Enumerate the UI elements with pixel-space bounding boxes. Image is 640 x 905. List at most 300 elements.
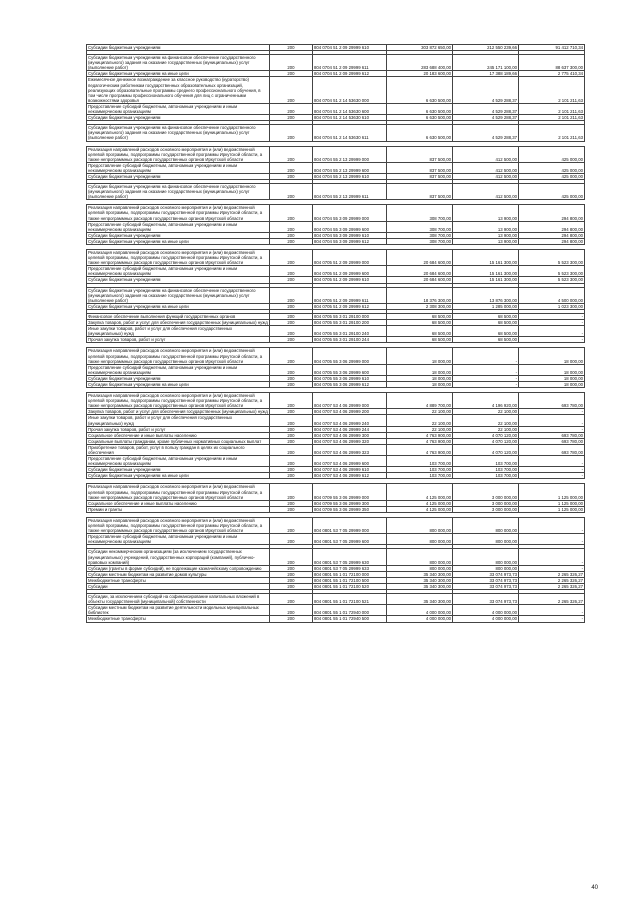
table-row [87, 320, 585, 326]
cell-unexecuted-amount: - [519, 409, 585, 415]
cell-classification-code: 804 0704 51 2 09 29999 612 [313, 71, 387, 77]
cell-department: 200 [270, 415, 313, 426]
cell-unexecuted-amount: 425 000,00 [519, 162, 585, 173]
cell-classification-code: 804 0801 55 1 01 72940 000 [313, 605, 387, 616]
cell-classification-code: 804 0705 55 3 06 29999 612 [313, 381, 387, 387]
cell-approved-amount: 20 684 600,00 [387, 277, 453, 283]
table-row [87, 55, 585, 71]
cell-executed-amount: 412 500,00 [453, 162, 519, 173]
cell-approved-amount: 68 500,00 [387, 320, 453, 326]
cell-classification-code: 804 0705 55 3 06 29999 600 [313, 364, 387, 375]
cell-classification-code: 804 0709 55 3 06 29999 300 [313, 500, 387, 506]
cell-executed-amount: 4 196 920,00 [453, 393, 519, 409]
cell-classification-code: 804 0705 51 2 09 29999 612 [313, 303, 387, 309]
cell-department: 200 [270, 426, 313, 432]
cell-name: Иные закупки товаров, работ и услуг для обеспечения государственных (муниципальных) нужд [87, 326, 270, 337]
cell-classification-code: 804 0704 51 2 09 29999 611 [313, 55, 387, 71]
cell-department: 200 [270, 77, 313, 103]
table-row [87, 393, 585, 409]
cell-classification-code: 804 0705 51 2 09 29999 600 [313, 266, 387, 277]
cell-classification-code: 804 0704 55 2 13 29999 610 [313, 173, 387, 179]
cell-approved-amount: 4 000 000,00 [387, 616, 453, 622]
cell-classification-code: 804 0801 55 1 01 72100 521 [313, 594, 387, 605]
cell-unexecuted-amount: 425 000,00 [519, 173, 585, 179]
cell-unexecuted-amount: 4 500 000,00 [519, 287, 585, 303]
cell-classification-code: 804 0705 55 3 01 29100 240 [313, 326, 387, 337]
table-row [87, 125, 585, 141]
cell-unexecuted-amount: - [519, 320, 585, 326]
cell-department: 200 [270, 375, 313, 381]
cell-unexecuted-amount: 88 637 300,00 [519, 55, 585, 71]
cell-name: Субсидии бюджетным учреждениям на финансовое обеспечение государственного (муниципального) задания на оказание государственных (муниципальных) услуг (выполнение работ) [87, 287, 270, 303]
cell-classification-code: 804 0707 53 4 06 29999 323 [313, 444, 387, 455]
table-row [87, 473, 585, 479]
cell-approved-amount: 308 700,00 [387, 238, 453, 244]
cell-executed-amount: 15 161 300,00 [453, 266, 519, 277]
cell-classification-code: 804 0705 55 3 01 29100 200 [313, 320, 387, 326]
cell-name: Межбюджетные трансферты [87, 577, 270, 583]
cell-unexecuted-amount: 2 101 211,63 [519, 77, 585, 103]
cell-department: 200 [270, 456, 313, 467]
cell-classification-code: 804 0705 55 3 06 29999 610 [313, 375, 387, 381]
cell-classification-code: 804 0704 51 2 14 53630 600 [313, 103, 387, 114]
cell-unexecuted-amount: 425 000,00 [519, 184, 585, 200]
cell-classification-code: 804 0707 53 4 06 29999 240 [313, 415, 387, 426]
cell-name: Субсидии бюджетным учреждениям [87, 467, 270, 473]
cell-department: 200 [270, 438, 313, 444]
cell-approved-amount: 283 688 400,00 [387, 55, 453, 71]
table-row [87, 266, 585, 277]
cell-name: Приобретение товаров, работ, услуг в пользу граждан в целях их социального обеспечения [87, 444, 270, 455]
cell-approved-amount: 35 340 300,00 [387, 577, 453, 583]
cell-department: 200 [270, 565, 313, 571]
cell-department: 200 [270, 115, 313, 121]
cell-executed-amount: 4 070 120,00 [453, 444, 519, 455]
cell-name: Субсидии бюджетным учреждениям на иные цели [87, 71, 270, 77]
cell-name: Межбюджетные трансферты [87, 616, 270, 622]
table-row [87, 337, 585, 343]
cell-department: 200 [270, 534, 313, 545]
cell-executed-amount: 13 900,00 [453, 205, 519, 221]
cell-unexecuted-amount: 5 523 300,00 [519, 250, 585, 266]
cell-approved-amount: 103 700,00 [387, 467, 453, 473]
cell-approved-amount: 837 500,00 [387, 162, 453, 173]
cell-name: Субсидии бюджетным учреждениям [87, 115, 270, 121]
cell-approved-amount: 2 308 300,00 [387, 303, 453, 309]
cell-classification-code: 804 0705 51 2 09 29999 611 [313, 287, 387, 303]
cell-approved-amount: 303 872 650,00 [387, 45, 453, 51]
table-row [87, 146, 585, 162]
cell-executed-amount: 103 700,00 [453, 456, 519, 467]
cell-approved-amount: 837 500,00 [387, 184, 453, 200]
cell-unexecuted-amount: - [519, 616, 585, 622]
cell-classification-code: 804 0801 55 1 01 72100 520 [313, 583, 387, 589]
cell-name: Субсидии (гранты в форме субсидий), не подлежащие казначейскому сопровождению [87, 565, 270, 571]
cell-department: 200 [270, 444, 313, 455]
cell-name: Прочая закупка товаров, работ и услуг [87, 426, 270, 432]
cell-name: Субсидии бюджетным учреждениям на иные цели [87, 238, 270, 244]
cell-unexecuted-amount: 2 265 326,27 [519, 577, 585, 583]
cell-name: Субсидии бюджетным учреждениям [87, 375, 270, 381]
cell-department: 200 [270, 506, 313, 512]
cell-unexecuted-amount: - [519, 473, 585, 479]
table-row [87, 364, 585, 375]
cell-approved-amount: 20 684 600,00 [387, 250, 453, 266]
table-row [87, 616, 585, 622]
budget-table-container [86, 44, 584, 623]
cell-executed-amount: 22 100,00 [453, 409, 519, 415]
table-row [87, 348, 585, 364]
table-row [87, 250, 585, 266]
table-row [87, 409, 585, 415]
cell-department: 200 [270, 473, 313, 479]
table-row [87, 444, 585, 455]
cell-executed-amount: 412 500,00 [453, 173, 519, 179]
cell-classification-code: 804 0704 55 3 09 29999 610 [313, 232, 387, 238]
cell-executed-amount: 245 171 100,00 [453, 55, 519, 71]
cell-department: 200 [270, 313, 313, 319]
cell-name: Субсидии бюджетным учреждениям на иные цели [87, 303, 270, 309]
cell-approved-amount: 4 125 000,00 [387, 500, 453, 506]
cell-unexecuted-amount: 2 265 326,27 [519, 594, 585, 605]
cell-classification-code: 804 0704 55 2 13 29999 600 [313, 162, 387, 173]
table-row [87, 549, 585, 565]
cell-executed-amount: 4 070 120,00 [453, 438, 519, 444]
cell-unexecuted-amount: - [519, 565, 585, 571]
cell-executed-amount: 103 700,00 [453, 473, 519, 479]
cell-unexecuted-amount: 2 265 326,27 [519, 583, 585, 589]
cell-executed-amount: 412 500,00 [453, 146, 519, 162]
cell-department: 200 [270, 205, 313, 221]
cell-department: 200 [270, 184, 313, 200]
cell-approved-amount: 800 000,00 [387, 534, 453, 545]
cell-classification-code: 804 0707 53 4 06 29999 600 [313, 456, 387, 467]
cell-classification-code: 804 0801 55 1 01 72940 500 [313, 616, 387, 622]
cell-department: 200 [270, 238, 313, 244]
cell-executed-amount: 3 000 000,00 [453, 484, 519, 500]
cell-approved-amount: 18 000,00 [387, 381, 453, 387]
cell-unexecuted-amount: 2 101 211,63 [519, 125, 585, 141]
cell-classification-code: 804 0707 53 4 06 29999 200 [313, 409, 387, 415]
table-row [87, 162, 585, 173]
cell-executed-amount: 68 500,00 [453, 326, 519, 337]
cell-executed-amount: 4 529 288,37 [453, 115, 519, 121]
cell-unexecuted-amount: 693 780,00 [519, 438, 585, 444]
cell-approved-amount: 35 340 300,00 [387, 583, 453, 589]
cell-department: 200 [270, 605, 313, 616]
cell-name: Закупка товаров, работ и услуг для обеспечения государственных (муниципальных) нужд [88, 409, 268, 415]
cell-approved-amount: 68 500,00 [387, 326, 453, 337]
cell-unexecuted-amount: 425 000,00 [519, 146, 585, 162]
cell-department: 200 [270, 250, 313, 266]
cell-unexecuted-amount: 18 000,00 [519, 375, 585, 381]
cell-approved-amount: 22 100,00 [387, 409, 453, 415]
table-row [87, 415, 585, 426]
cell-unexecuted-amount: 18 000,00 [519, 381, 585, 387]
cell-department: 200 [270, 125, 313, 141]
cell-classification-code: 804 0704 55 3 09 29999 600 [313, 221, 387, 232]
table-row [87, 103, 585, 114]
cell-approved-amount: 68 500,00 [387, 337, 453, 343]
cell-executed-amount: 33 074 973,73 [453, 571, 519, 577]
cell-executed-amount: 412 500,00 [453, 184, 519, 200]
cell-name: Субсидии, за исключением субсидий на софинансирование капитальных вложений в объекты государственной (муниципальной) собственности [87, 594, 270, 605]
cell-unexecuted-amount: 1 125 000,00 [519, 506, 585, 512]
cell-executed-amount: 22 100,00 [453, 426, 519, 432]
cell-unexecuted-amount: 1 023 300,00 [519, 303, 585, 309]
cell-executed-amount: 4 000 000,00 [453, 616, 519, 622]
cell-executed-amount: 3 000 000,00 [453, 506, 519, 512]
cell-unexecuted-amount: 2 775 410,34 [519, 71, 585, 77]
cell-approved-amount: 22 100,00 [387, 415, 453, 426]
cell-name: Финансовое обеспечение выполнения функций государственных органов [87, 313, 270, 319]
cell-unexecuted-amount: 294 800,00 [519, 238, 585, 244]
cell-approved-amount: 4 763 900,00 [387, 438, 453, 444]
cell-department: 200 [270, 146, 313, 162]
cell-executed-amount: 4 529 288,37 [453, 103, 519, 114]
table-row [87, 500, 585, 506]
cell-department: 200 [270, 381, 313, 387]
cell-department: 200 [270, 393, 313, 409]
cell-name: Субсидии местным бюджетам на развитие деятельности модельных муниципальных библиотек [87, 605, 270, 616]
table-row [87, 326, 585, 337]
cell-name: Социальные выплаты гражданам, кроме публичных нормативных социальных выплат [87, 438, 270, 444]
cell-unexecuted-amount: - [519, 534, 585, 545]
cell-classification-code: 804 0704 51 2 09 29999 610 [313, 45, 387, 51]
cell-approved-amount: 6 630 500,00 [387, 77, 453, 103]
cell-classification-code: 804 0709 55 3 06 29999 350 [313, 506, 387, 512]
cell-executed-amount: 15 161 300,00 [453, 250, 519, 266]
table-row [87, 565, 585, 571]
cell-unexecuted-amount: - [519, 549, 585, 565]
table-row [87, 221, 585, 232]
cell-classification-code: 804 0705 55 3 06 29999 000 [313, 348, 387, 364]
cell-approved-amount: 800 000,00 [387, 549, 453, 565]
cell-name: Предоставление субсидий бюджетным, автономным учреждениям и иным некоммерческим организациям [87, 162, 270, 173]
cell-unexecuted-amount: 5 523 300,00 [519, 277, 585, 283]
table-row [87, 594, 585, 605]
page-number: 40 [591, 885, 598, 891]
cell-unexecuted-amount: - [519, 517, 585, 533]
cell-name: Социальное обеспечение и иные выплаты населению [87, 432, 270, 438]
cell-unexecuted-amount: 2 265 326,27 [519, 571, 585, 577]
cell-name: Субсидии бюджетным учреждениям [87, 45, 270, 51]
cell-executed-amount: - [453, 364, 519, 375]
cell-unexecuted-amount: - [519, 326, 585, 337]
cell-classification-code: 804 0705 51 2 09 29999 000 [313, 250, 387, 266]
cell-approved-amount: 4 000 000,00 [387, 605, 453, 616]
table-row [87, 438, 585, 444]
cell-name: Предоставление субсидий бюджетным, автономным учреждениям и иным некоммерческим организациям [87, 364, 270, 375]
cell-department: 200 [270, 303, 313, 309]
cell-unexecuted-amount: 294 800,00 [519, 205, 585, 221]
cell-executed-amount: 4 070 120,00 [453, 432, 519, 438]
table-row [87, 77, 585, 103]
cell-classification-code: 804 0704 55 3 09 29999 612 [313, 238, 387, 244]
cell-classification-code: 804 0704 51 2 14 53630 611 [313, 125, 387, 141]
cell-executed-amount: 13 900,00 [453, 238, 519, 244]
cell-executed-amount: 13 900,00 [453, 221, 519, 232]
cell-approved-amount: 103 700,00 [387, 473, 453, 479]
cell-name: Премии и гранты [87, 506, 270, 512]
cell-department: 200 [270, 571, 313, 577]
cell-department: 200 [270, 409, 313, 415]
cell-approved-amount: 6 630 500,00 [387, 125, 453, 141]
table-row [87, 303, 585, 309]
cell-department: 200 [270, 616, 313, 622]
cell-approved-amount: 35 340 300,00 [387, 571, 453, 577]
cell-department: 200 [270, 232, 313, 238]
cell-executed-amount: 17 388 189,66 [453, 71, 519, 77]
cell-classification-code: 804 0801 55 1 01 72100 000 [313, 571, 387, 577]
cell-classification-code: 804 0704 55 2 13 29999 000 [313, 146, 387, 162]
cell-approved-amount: 18 376 300,00 [387, 287, 453, 303]
cell-department: 200 [270, 162, 313, 173]
cell-approved-amount: 18 000,00 [387, 375, 453, 381]
cell-department: 200 [270, 320, 313, 326]
cell-approved-amount: 6 630 500,00 [387, 115, 453, 121]
cell-department: 200 [270, 348, 313, 364]
cell-name: Предоставление субсидий бюджетным, автономным учреждениям и иным некоммерческим организациям [87, 103, 270, 114]
cell-name: Ежемесячное денежное вознаграждение за классное руководство (кураторство) педагогическим работникам государственных образовательных организаций, реализующих образовательные программы среднего профессионального обучения, в том числе программы профессионального обучения для лиц с ограниченными возможностями здоровья [87, 77, 270, 103]
cell-unexecuted-amount: - [519, 313, 585, 319]
cell-name: Субсидии бюджетным учреждениям на финансовое обеспечение государственного (муниципального) задания на оказание государственных (муниципальных) услуг (выполнение работ) [87, 184, 270, 200]
cell-executed-amount: 33 074 973,73 [453, 594, 519, 605]
cell-classification-code: 804 0704 51 2 14 53630 000 [313, 77, 387, 103]
cell-executed-amount: - [453, 381, 519, 387]
table-row [87, 534, 585, 545]
cell-classification-code: 804 0704 55 2 13 29999 611 [313, 184, 387, 200]
cell-department: 200 [270, 45, 313, 51]
cell-name: Реализация направлений расходов основного мероприятия и (или) ведомственной целевой программы, подпрограммы государственной программы Иркутской области, а также непрограммных расходов государственных органов Иркутской области [87, 205, 270, 221]
cell-classification-code: 804 0705 51 2 09 29999 610 [313, 277, 387, 283]
cell-name: Предоставление субсидий бюджетным, автономным учреждениям и иным некоммерческим организациям [87, 534, 270, 545]
cell-executed-amount: 4 529 288,37 [453, 77, 519, 103]
cell-department: 200 [270, 277, 313, 283]
cell-department: 200 [270, 549, 313, 565]
cell-name: Прочая закупка товаров, работ и услуг [87, 337, 270, 343]
cell-name: Субсидии бюджетным учреждениям на иные цели [87, 473, 270, 479]
cell-approved-amount: 308 700,00 [387, 221, 453, 232]
table-row [87, 456, 585, 467]
cell-approved-amount: 18 000,00 [387, 364, 453, 375]
table-row [87, 426, 585, 432]
cell-approved-amount: 18 000,00 [387, 348, 453, 364]
cell-unexecuted-amount: 2 101 211,63 [519, 103, 585, 114]
cell-name: Субсидии бюджетным учреждениям [87, 173, 270, 179]
cell-approved-amount: 35 340 300,00 [387, 594, 453, 605]
cell-name: Социальное обеспечение и иные выплаты населению [87, 500, 270, 506]
cell-executed-amount: 68 500,00 [453, 313, 519, 319]
cell-executed-amount: - [453, 375, 519, 381]
cell-approved-amount: 800 000,00 [387, 565, 453, 571]
cell-classification-code: 804 0801 53 7 05 29999 600 [313, 534, 387, 545]
cell-unexecuted-amount: 294 800,00 [519, 232, 585, 238]
cell-classification-code: 804 0704 55 3 09 29999 000 [313, 205, 387, 221]
cell-unexecuted-amount: - [519, 415, 585, 426]
table-row [87, 605, 585, 616]
cell-executed-amount: 4 000 000,00 [453, 605, 519, 616]
cell-executed-amount: 103 700,00 [453, 467, 519, 473]
cell-name: Субсидии бюджетным учреждениям на финансовое обеспечение государственного (муниципального) задания на оказание государственных (муниципальных) услуг (выполнение работ) [87, 55, 270, 71]
cell-name: Реализация направлений расходов основного мероприятия и (или) ведомственной целевой программы, подпрограммы государственной программы Иркутской области, а также непрограммных расходов государственных органов Иркутской области [87, 348, 270, 364]
cell-executed-amount: 4 529 288,37 [453, 125, 519, 141]
cell-name: Субсидии бюджетным учреждениям [87, 277, 270, 283]
cell-unexecuted-amount: 18 000,00 [519, 348, 585, 364]
cell-executed-amount: 22 100,00 [453, 415, 519, 426]
table-row [87, 517, 585, 533]
cell-name: Субсидии бюджетным учреждениям [87, 232, 270, 238]
cell-name: Субсидии некоммерческим организациям (за исключением государственных (муниципальных) учреждений, государственных корпораций (компаний), публично-правовых компаний) [87, 549, 270, 565]
cell-approved-amount: 22 100,00 [387, 426, 453, 432]
cell-name: Иные закупки товаров, работ и услуг для обеспечения государственных (муниципальных) нужд [87, 415, 270, 426]
cell-unexecuted-amount: 91 412 710,34 [519, 45, 585, 51]
cell-executed-amount: 800 000,00 [453, 517, 519, 533]
cell-name: Субсидии бюджетным учреждениям на иные цели [87, 381, 270, 387]
cell-department: 200 [270, 71, 313, 77]
cell-unexecuted-amount: 294 800,00 [519, 221, 585, 232]
cell-classification-code: 804 0704 51 2 14 53630 610 [313, 115, 387, 121]
table-row [87, 432, 585, 438]
cell-approved-amount: 6 630 500,00 [387, 103, 453, 114]
cell-name: Субсидии [87, 583, 270, 589]
cell-department: 200 [270, 266, 313, 277]
cell-classification-code: 804 0707 53 4 06 29999 320 [313, 438, 387, 444]
cell-approved-amount: 4 125 000,00 [387, 484, 453, 500]
cell-unexecuted-amount: 693 780,00 [519, 432, 585, 438]
cell-approved-amount: 837 500,00 [387, 173, 453, 179]
cell-department: 200 [270, 467, 313, 473]
cell-approved-amount: 4 125 000,00 [387, 506, 453, 512]
cell-approved-amount: 103 700,00 [387, 456, 453, 467]
cell-unexecuted-amount: - [519, 426, 585, 432]
cell-unexecuted-amount: 5 523 300,00 [519, 266, 585, 277]
table-body [87, 45, 585, 623]
cell-unexecuted-amount: 693 780,00 [519, 444, 585, 455]
cell-executed-amount: 1 285 000,00 [453, 303, 519, 309]
cell-unexecuted-amount: 1 125 000,00 [519, 500, 585, 506]
cell-approved-amount: 308 700,00 [387, 232, 453, 238]
cell-department: 200 [270, 326, 313, 337]
cell-name: Реализация направлений расходов основного мероприятия и (или) ведомственной целевой программы, подпрограммы государственной программы Иркутской области, а также непрограммных расходов государственных органов Иркутской области [87, 517, 270, 533]
cell-department: 200 [270, 173, 313, 179]
table-row [87, 184, 585, 200]
cell-department: 200 [270, 337, 313, 343]
cell-department: 200 [270, 517, 313, 533]
cell-classification-code: 804 0801 53 7 05 29999 633 [313, 565, 387, 571]
cell-classification-code: 804 0705 55 3 01 29100 244 [313, 337, 387, 343]
cell-department: 200 [270, 364, 313, 375]
cell-department: 200 [270, 55, 313, 71]
cell-classification-code: 804 0707 53 4 06 29999 300 [313, 432, 387, 438]
cell-name: Предоставление субсидий бюджетным, автономным учреждениям и иным некоммерческим организациям [87, 456, 270, 467]
cell-department: 200 [270, 287, 313, 303]
cell-classification-code: 804 0801 53 7 05 29999 000 [313, 517, 387, 533]
cell-name: Реализация направлений расходов основного мероприятия и (или) ведомственной целевой программы, подпрограммы государственной программы Иркутской области, а также непрограммных расходов государственных органов Иркутской области [87, 146, 270, 162]
cell-name: Реализация направлений расходов основного мероприятия и (или) ведомственной целевой программы, подпрограммы государственной программы Иркутской области, а также непрограммных расходов государственных органов Иркутской области [87, 250, 270, 266]
cell-department: 200 [270, 103, 313, 114]
cell-name: Реализация направлений расходов основного мероприятия и (или) ведомственной целевой программы, подпрограммы государственной программы Иркутской области, а также непрограммных расходов государственных органов Иркутской области [87, 484, 270, 500]
cell-approved-amount: 20 684 600,00 [387, 266, 453, 277]
cell-name: Предоставление субсидий бюджетным, автономным учреждениям и иным некоммерческим организациям [87, 221, 270, 232]
cell-unexecuted-amount: 1 125 000,00 [519, 484, 585, 500]
table-row [87, 71, 585, 77]
cell-executed-amount: 33 074 973,73 [453, 583, 519, 589]
cell-approved-amount: 4 763 900,00 [387, 444, 453, 455]
cell-executed-amount: 800 000,00 [453, 549, 519, 565]
cell-unexecuted-amount: 18 000,00 [519, 364, 585, 375]
cell-classification-code: 804 0707 53 4 06 29999 000 [313, 393, 387, 409]
